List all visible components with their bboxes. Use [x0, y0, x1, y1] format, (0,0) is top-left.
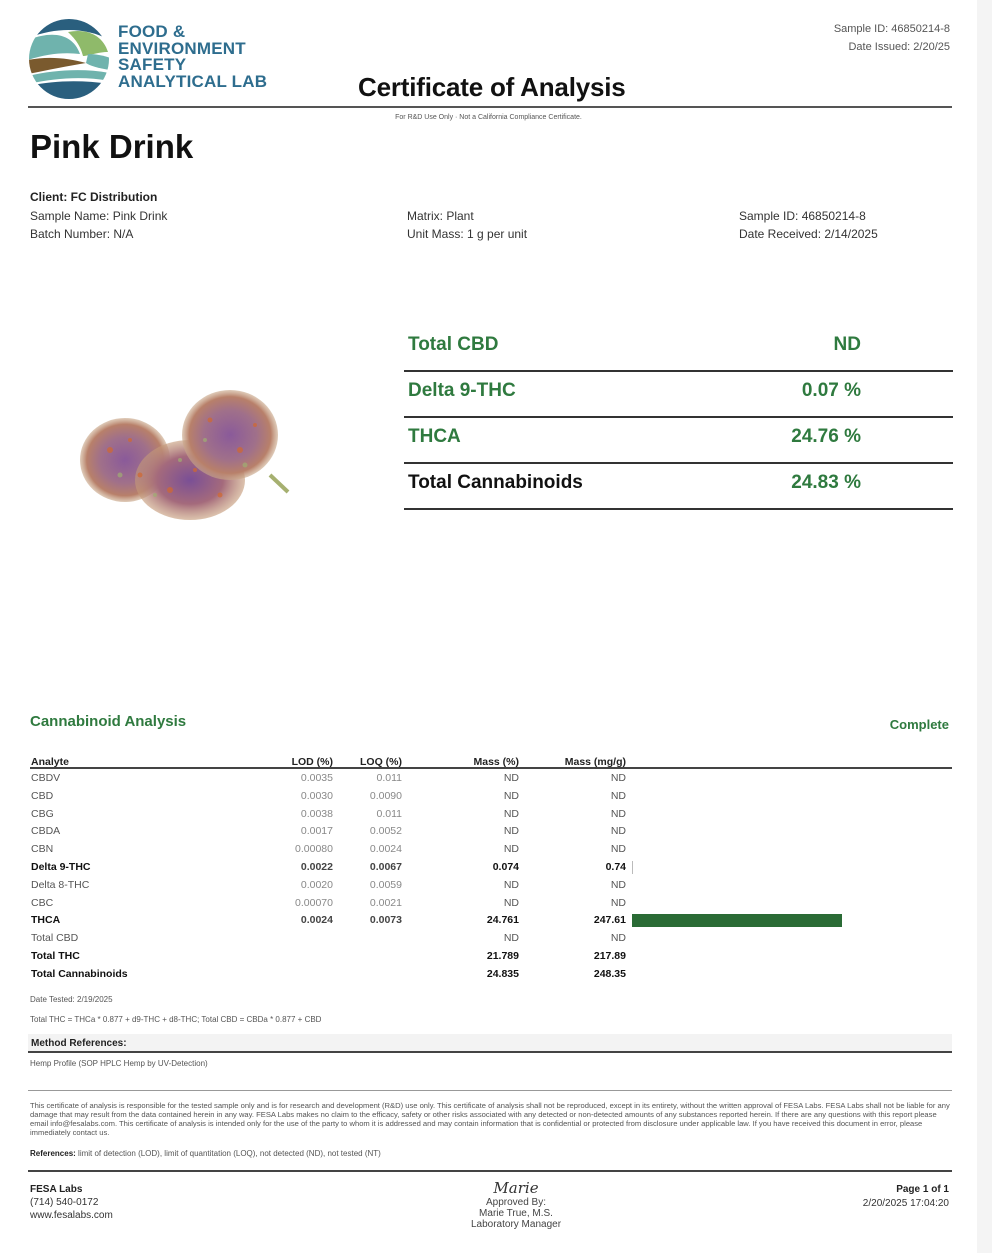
footer-phone: (714) 540-0172: [30, 1197, 99, 1208]
page-number: Page 1 of 1: [896, 1184, 949, 1195]
cell-lod: 0.0024: [300, 914, 333, 927]
cell-mass-mg: ND: [610, 932, 626, 945]
potency-summary: [404, 326, 953, 510]
cell-lod: 0.0030: [300, 789, 333, 802]
cell-lod: 0.0020: [300, 878, 333, 891]
matrix: Matrix: Plant: [407, 209, 474, 223]
header-meta: [834, 20, 950, 56]
unit-mass: Unit Mass: 1 g per unit: [407, 227, 528, 241]
cell-analyte: CBD: [31, 789, 54, 802]
approver-title: Laboratory Manager: [470, 1219, 562, 1230]
generated-timestamp: 2/20/2025 17:04:20: [862, 1198, 949, 1209]
table-row: [30, 805, 952, 823]
header-date-issued: Date Issued: 2/20/25: [848, 41, 950, 53]
cell-loq: 0.0021: [369, 896, 402, 909]
table-row: [30, 894, 952, 912]
table-row: [30, 840, 952, 858]
summary-row-delta9-thc: [404, 372, 953, 418]
table-row: [30, 787, 952, 805]
cell-analyte: CBN: [31, 843, 54, 856]
summary-row-thca: [404, 418, 953, 464]
cell-lod: 0.00080: [295, 843, 333, 856]
col-loq: LOQ (%): [360, 756, 402, 768]
sample-info-col-2: [407, 207, 527, 243]
cell-analyte: Total CBD: [31, 932, 79, 945]
sample-info-col-1: [30, 207, 167, 243]
date-tested: Date Tested: 2/19/2025: [30, 995, 113, 1004]
cell-mass-mg: 0.74: [605, 860, 626, 873]
cell-mass-pct: ND: [503, 807, 519, 820]
approver-name: Marie True, M.S.: [479, 1208, 553, 1219]
summary-row-total-cbd: [404, 326, 953, 372]
cell-mass-mg: 248.35: [593, 967, 626, 980]
cell-mass-mg: ND: [610, 772, 626, 784]
summary-label: THCA: [408, 426, 461, 447]
footer-lab-contact: [30, 1183, 113, 1222]
table-row: [30, 947, 952, 965]
cell-analyte: CBC: [31, 896, 54, 909]
cell-loq: 0.0073: [369, 914, 402, 927]
date-received: Date Received: 2/14/2025: [739, 227, 878, 241]
table-header: [30, 753, 952, 769]
header-divider: [28, 106, 952, 108]
cell-lod: 0.0022: [300, 860, 333, 873]
summary-row-total-cannabinoids: [404, 464, 953, 510]
table-row: [30, 929, 952, 947]
approved-by-label: Approved By:: [485, 1197, 547, 1208]
cell-analyte: Delta 9-THC: [31, 860, 91, 873]
analysis-status: Complete: [889, 717, 949, 732]
cell-loq: 0.011: [376, 772, 402, 784]
summary-label: Delta 9-THC: [408, 380, 516, 401]
sample-id: Sample ID: 46850214-8: [739, 209, 866, 223]
summary-label: Total Cannabinoids: [408, 472, 583, 493]
signature: Marie: [493, 1179, 539, 1197]
method-reference: Hemp Profile (SOP HPLC Hemp by UV-Detection): [30, 1059, 208, 1068]
scrollbar-gutter[interactable]: [977, 0, 992, 1253]
batch-number: Batch Number: N/A: [30, 227, 134, 241]
sample-name: Sample Name: Pink Drink: [30, 209, 168, 223]
col-lod: LOD (%): [291, 756, 333, 768]
references: [30, 1149, 381, 1158]
references-label: References:: [30, 1149, 76, 1158]
method-references-label: Method References:: [31, 1038, 127, 1049]
lab-logo: [28, 18, 268, 102]
cannabinoid-table: [30, 753, 952, 983]
cell-lod: 0.00070: [295, 896, 333, 909]
table-row: [30, 822, 952, 840]
cell-analyte: CBDA: [31, 825, 61, 838]
table-row: [30, 858, 952, 876]
rd-disclaimer: For R&D Use Only · Not a California Compliance Certificate.: [395, 114, 582, 121]
cell-mass-mg: ND: [610, 843, 626, 856]
lab-name: [118, 24, 267, 90]
footer-lab-name: FESA Labs: [30, 1184, 83, 1195]
cell-lod: 0.0017: [300, 825, 333, 838]
summary-value: ND: [833, 334, 861, 355]
cell-mass-pct: ND: [503, 789, 519, 802]
mass-bar-delta9-thc: [632, 861, 633, 874]
cell-analyte: Delta 8-THC: [31, 878, 90, 891]
cell-mass-mg: 217.89: [593, 949, 626, 962]
lab-name-line: FOOD &: [118, 22, 186, 41]
cell-loq: 0.0059: [369, 878, 402, 891]
cell-mass-mg: ND: [610, 789, 626, 802]
cell-mass-mg: ND: [610, 878, 626, 891]
cell-analyte: Total THC: [31, 949, 80, 962]
cell-loq: 0.0024: [369, 843, 402, 856]
col-mass-mg: Mass (mg/g): [564, 756, 626, 768]
table-row: [30, 911, 952, 929]
mass-bar-thca: [632, 914, 842, 927]
footer-divider: [28, 1170, 952, 1172]
table-row: [30, 965, 952, 983]
cell-mass-pct: 21.789: [486, 949, 519, 962]
cell-loq: 0.0067: [369, 860, 402, 873]
sample-photo: [70, 380, 290, 530]
references-text: limit of detection (LOD), limit of quantitation (LOQ), not detected (ND), not tested (NT): [75, 1149, 381, 1158]
table-row: [30, 876, 952, 894]
cell-analyte: Total Cannabinoids: [31, 967, 128, 980]
cell-mass-pct: ND: [503, 825, 519, 838]
cell-analyte: CBDV: [31, 772, 61, 784]
footer-page-info: [863, 1183, 949, 1211]
cell-lod: 0.0038: [300, 807, 333, 820]
cell-analyte: THCA: [31, 914, 61, 927]
lab-name-line: ENVIRONMENT: [118, 38, 246, 58]
cell-mass-pct: ND: [503, 878, 519, 891]
cell-mass-mg: ND: [610, 896, 626, 909]
method-references-header: [28, 1034, 952, 1053]
cell-mass-mg: ND: [610, 825, 626, 838]
cell-mass-pct: 0.074: [492, 860, 519, 873]
cell-mass-pct: ND: [503, 843, 519, 856]
lab-name-line: SAFETY: [118, 55, 187, 74]
lab-name-line: ANALYTICAL LAB: [118, 71, 268, 91]
cell-mass-pct: ND: [503, 896, 519, 909]
cell-mass-pct: ND: [503, 932, 519, 945]
cell-mass-pct: ND: [503, 772, 519, 784]
summary-value: 24.83 %: [791, 472, 861, 493]
legal-disclaimer: This certificate of analysis is responsible for the tested sample only and is for research and development (R&D) use only. This certificate of analysis shall not be reproduced, except in its entirety, without the written approval of FESA Labs. FESA Labs shall not be liable for any damage that may result from the data contained herein in any way. FESA Labs makes no claim to the efficacy, safety or other risks associated with any detected or non-detected amounts of any substances reported herein. If there are any questions with this report please email info@fesalabs.com. This certificate of analysis is intended only for the use of the party to whom it is addressed and may contain information that is confidential or protected from disclosure under applicable law. If you have received this document in error, please immediately contact us.: [30, 1101, 950, 1137]
cell-loq: 0.0052: [369, 825, 402, 838]
cell-lod: 0.0035: [300, 772, 333, 784]
lab-logo-icon: [28, 18, 110, 100]
cell-mass-pct: 24.761: [486, 914, 519, 927]
sample-title: Pink Drink: [30, 128, 194, 165]
total-formula: Total THC = THCa * 0.877 + d9-THC + d8-THC; Total CBD = CBDa * 0.877 + CBD: [30, 1015, 322, 1024]
cell-mass-mg: ND: [610, 807, 626, 820]
cell-analyte: CBG: [31, 807, 54, 820]
col-mass-pct: Mass (%): [473, 756, 519, 768]
cell-loq: 0.0090: [369, 789, 402, 802]
divider: [28, 1090, 952, 1091]
client-name: Client: FC Distribution: [30, 190, 158, 204]
document-title: Certificate of Analysis: [358, 72, 626, 102]
analysis-section-title: Cannabinoid Analysis: [30, 713, 187, 730]
footer-website: www.fesalabs.com: [30, 1210, 113, 1221]
summary-value: 24.76 %: [791, 426, 861, 447]
sample-info-col-3: [739, 207, 878, 243]
cell-mass-pct: 24.835: [486, 967, 519, 980]
cell-mass-mg: 247.61: [593, 914, 626, 927]
summary-label: Total CBD: [408, 334, 499, 355]
header-sample-id: Sample ID: 46850214-8: [833, 23, 950, 35]
table-row: [30, 769, 952, 787]
summary-value: 0.07 %: [801, 380, 861, 401]
col-analyte: Analyte: [31, 756, 69, 768]
cell-loq: 0.011: [376, 807, 402, 820]
footer-approval: [416, 1180, 616, 1230]
